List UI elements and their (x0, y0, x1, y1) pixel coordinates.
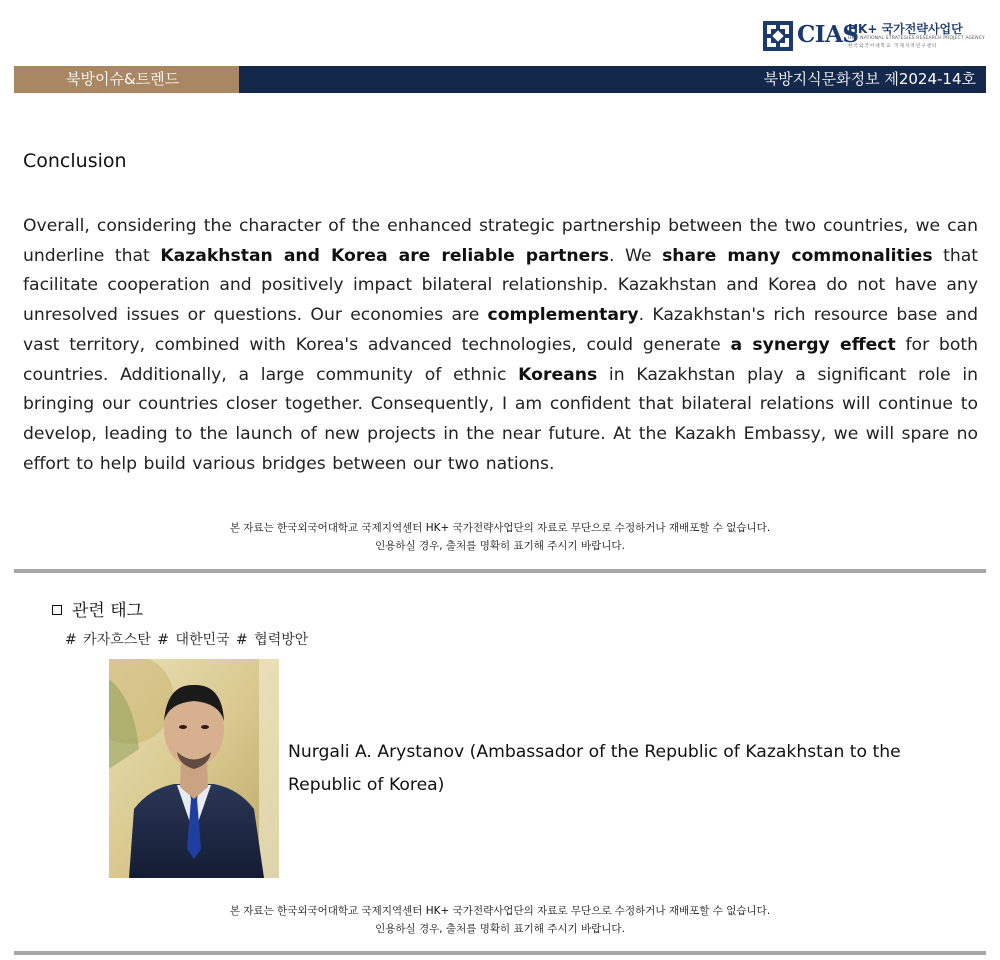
copyright-notice (0, 519, 1000, 555)
paragraph-text: Overall, considering the character of the enhanced strategic partnership between the two countries, we can underline that (23, 216, 978, 266)
copyright-notice-line1: 본 자료는 한국외국어대학교 국제지역센터 HK+ 국가전략사업단의 자료로 무단으로 수정하거나 재배포할 수 없습니다. (229, 522, 771, 534)
logo-subtitle-en: HK+ NATIONAL STRATEGIES RESEARCH PROJECT AGENCY (848, 36, 985, 41)
copyright-notice-line1: 본 자료는 한국외국어대학교 국제지역센터 HK+ 국가전략사업단의 자료로 무단으로 수정하거나 재배포할 수 없습니다. (229, 905, 771, 917)
emphasis-text: a synergy effect (730, 334, 896, 355)
copyright-notice (0, 902, 1000, 938)
paragraph-text: . We (609, 245, 663, 266)
tags-title: 관련 태그 (72, 601, 144, 621)
author-portrait-image (109, 659, 279, 878)
tag-item[interactable]: # 대한민국 (157, 632, 230, 648)
tag-item[interactable]: # 카자흐스탄 (65, 632, 151, 648)
paragraph-text: . Kazakhstan's rich resource base and vast territory, combined with Korea's advanced technologies, could generate (23, 305, 978, 355)
header-issue-number: 북방지식문화정보 제2024-14호 (763, 70, 976, 88)
logo-brand: CIAS (797, 21, 859, 48)
conclusion-paragraph (23, 212, 978, 479)
logo-title: HK+ 국가전략사업단 (848, 22, 963, 36)
cias-logo (762, 18, 987, 54)
cias-emblem-icon (762, 20, 794, 52)
tag-list (65, 629, 308, 649)
emphasis-text: share many commonalities (662, 245, 933, 266)
author-caption: Nurgali A. Arystanov (Ambassador of the Republic of Kazakhstan to the Republic of Korea) (288, 742, 901, 795)
checkbox-bullet-icon (52, 605, 62, 615)
divider (14, 569, 986, 573)
paragraph-text: for both countries. Additionally, a large community of ethnic (23, 334, 978, 385)
copyright-notice-line2: 인용하실 경우, 출처를 명확히 표기해 주시기 바랍니다. (375, 540, 625, 552)
tags-heading (52, 596, 143, 621)
paragraph-text: that facilitate cooperation and positively impact bilateral relationship. Kazakhstan and Korea do not have any unresolved issues or questions. Our economies are (23, 245, 978, 326)
copyright-notice-line2: 인용하실 경우, 출처를 명확히 표기해 주시기 바랍니다. (375, 923, 625, 935)
author-photo (109, 659, 279, 878)
header-bar (14, 66, 986, 93)
section-title: Conclusion (23, 150, 127, 172)
logo-subtitle-kr: 한국외국어대학교 국제지역연구센터 (848, 44, 938, 49)
header-category: 북방이슈&트렌드 (14, 66, 239, 93)
emphasis-text: Koreans (518, 364, 598, 385)
emphasis-text: Kazakhstan and Korea are reliable partners (160, 245, 609, 266)
emphasis-text: complementary (487, 305, 639, 326)
tag-item[interactable]: # 협력방안 (236, 632, 309, 648)
divider (14, 951, 986, 955)
paragraph-text: in Kazakhstan play a significant role in bringing our countries closer together. Consequently, I am confident that bilateral relations will continue to develop, leading to the launch of new projects in the near future. At the Kazakh Embassy, we will spare no effort to help build various bridges between our two nations. (23, 364, 978, 474)
